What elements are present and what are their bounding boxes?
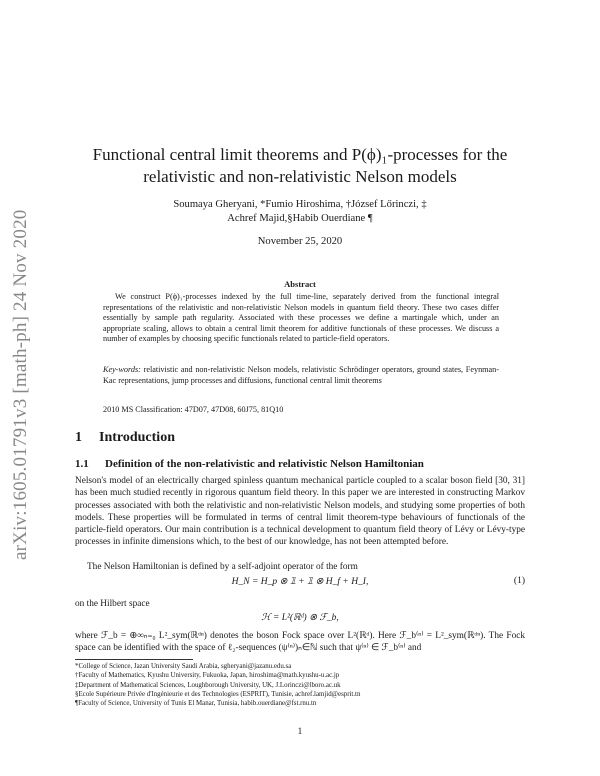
title-line-2: relativistic and non-relativistic Nelson models <box>143 167 457 186</box>
subsection-heading <box>75 458 424 470</box>
footnote: *College of Science, Jazan University Saudi Arabia, sgheryani@jazanu.edu.sa <box>75 663 292 670</box>
equation-1-body: H_N = H_p ⊗ 𝟙 + 𝟙 ⊗ H_f + H_I, <box>231 577 369 587</box>
subsection-title: Definition of the non-relativistic and relativistic Nelson Hamiltonian <box>105 458 424 470</box>
keywords-label: Key-words: <box>103 365 141 374</box>
keywords-text: relativistic and non-relativistic Nelson models, relativistic Schrödinger operators, ground states, Feynman-Kac representations, jump processes and diffusions, functional central limit theorems <box>103 365 499 385</box>
section-number: 1 <box>75 430 82 445</box>
title-line-1: Functional central limit theorems and P(ϕ)₁-processes for the <box>92 145 508 164</box>
footnotes <box>75 662 535 708</box>
footnote: ¶Faculty of Science, University of Tunis El Manar, Tunisia, habib.ouerdiane@fst.rnu.tn <box>75 700 317 708</box>
footnote-rule <box>75 659 193 660</box>
equation-1 <box>75 576 525 587</box>
arxiv-stamp: arXiv:1605.01791v3 [math-ph] 24 Nov 2020 <box>10 209 31 560</box>
subsection-number: 1.1 <box>75 458 89 470</box>
authors <box>60 198 540 226</box>
paragraph-1: Nelson's model of an electrically charged spinless quantum mechanical particle coupled to a scalar boson field [30, 31] has been much studied recently in rigorous quantum field theory. In this paper we are interested in constructing Markov processes associated with both the relativistic and non-relativistic Nelson models, and studying some properties of both models. These properties will be formulated in terms of central limit theorem-type behaviours of functionals of the particle-field operators. Our main contribution is a technical development to quantum field theory of Lévy or Lévy-type processes in infinite dimensions which, to the best of our knowledge, has not been attempted before. <box>75 476 525 548</box>
abstract-heading: Abstract <box>284 279 316 289</box>
equation-1-number: (1) <box>513 576 525 586</box>
paper-date: November 25, 2020 <box>257 236 343 247</box>
paper-title <box>60 144 540 188</box>
abstract-text: We construct P(ϕ)₁-processes indexed by the full time-line, separately derived from the functional integral representations of the relativistic and non-relativistic Nelson models in quantum field theory. These two cases differ essentially by sample path regularity. Associated with these processes we define a martingale which, under an appropriate scaling, allows to obtain a central limit theorem for additive functionals of these processes. We discuss a number of examples by choosing specific functionals related to particle-field operators. <box>103 292 499 344</box>
msc-classification: 2010 MS Classification: 47D07, 47D08, 60J75, 81Q10 <box>103 405 284 414</box>
hilbert-space-intro: on the Hilbert space <box>75 599 150 609</box>
section-title: Introduction <box>99 430 175 445</box>
equation-2 <box>75 612 525 623</box>
paragraph-3: where ℱ_b = ⊕∞ₙ₌₀ L²_sym(ℝᵈⁿ) denotes the boson Fock space over L²(ℝᵈ). Here ℱ_b⁽ⁿ⁾ = L²_sym(ℝᵈⁿ). The Fock space can be identified with the space of ℓ₂-sequences (ψ⁽ⁿ⁾)ₙ∈ℕ such that ψ⁽ⁿ⁾ ∈ ℱ_b⁽ⁿ⁾ and <box>75 631 525 654</box>
footnote: †Faculty of Mathematics, Kyushu University, Fukuoka, Japan, hiroshima@math.kyushu-u.ac.jp <box>75 672 340 680</box>
keywords <box>103 365 499 386</box>
section-heading <box>75 430 175 446</box>
footnote: ‡Department of Mathematical Sciences, Loughborough University, UK, J.Lorinczi@lboro.ac.uk <box>75 681 341 689</box>
paragraph-2: The Nelson Hamiltonian is defined by a self-adjoint operator of the form <box>87 562 358 572</box>
page-number: 1 <box>297 727 303 737</box>
equation-2-body: ℋ = L²(ℝᵈ) ⊗ ℱ_b, <box>261 613 339 623</box>
authors-line-2: Achref Majid,§Habib Ouerdiane ¶ <box>227 213 373 224</box>
authors-line-1: Soumaya Gheryani, *Fumio Hiroshima, †József Lőrinczi, ‡ <box>173 199 427 210</box>
footnote: §Ecole Supérieure Privée d'Ingénieurie et des Technologies (ESPRIT), Tunisie, achref.lamjid@esprit.tn <box>75 690 361 698</box>
